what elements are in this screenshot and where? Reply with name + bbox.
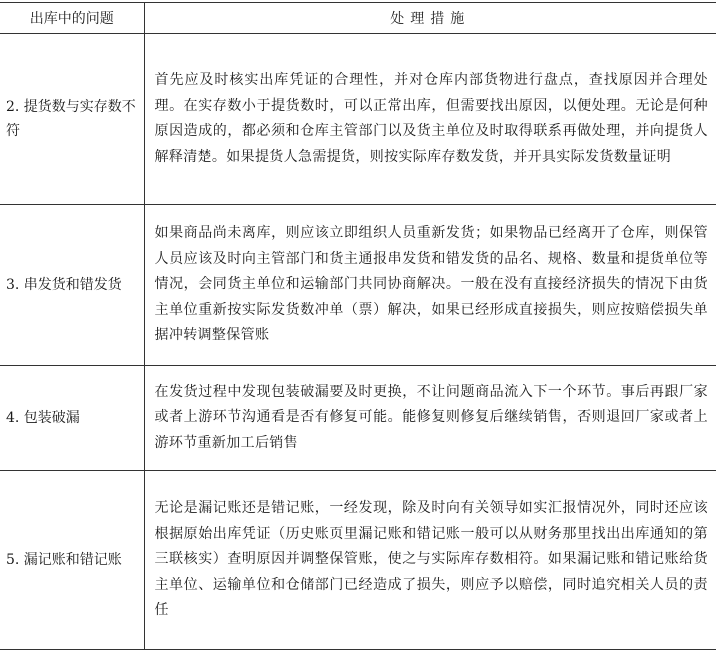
table-row: [0, 34, 716, 205]
header-issue: 出库中的问题: [0, 3, 144, 34]
row-issue: 4. 包装破漏: [0, 366, 144, 471]
row-issue: 5. 漏记账和错记账: [0, 471, 144, 650]
row-issue: 2. 提货数与实存数不符: [0, 34, 144, 205]
row-measure: 无论是漏记账还是错记账，一经发现，除及时向有关领导如实汇报情况外，同时还应该根据原始出库凭证（历史账页里漏记账和错记账一般可以从财务那里找出出库通知的第三联核实）查明原因并调整保管账，使之与实际库存数相符。如果漏记账和错记账给货主单位、运输单位和仓储部门已经造成了损失，则应予以赔偿，同时追究相关人员的责任: [144, 471, 716, 650]
header-measure: 处理措施: [144, 3, 716, 34]
table-row: [0, 471, 716, 650]
table-row: [0, 366, 716, 471]
row-measure: 如果商品尚未离库，则应该立即组织人员重新发货；如果物品已经离开了仓库，则保管人员应该及时向主管部门和货主通报串发货和错发货的品名、规格、数量和提货单位等情况，会同货主单位和运输部门共同协商解决。一般在没有直接经济损失的情况下由货主单位重新按实际发货数冲单（票）解决，如果已经形成直接损失，则应按赔偿损失单据冲转调整保管账: [144, 205, 716, 366]
outbound-issues-table: [0, 2, 716, 650]
row-issue: 3. 串发货和错发货: [0, 205, 144, 366]
table-row: [0, 205, 716, 366]
table-header-row: [0, 3, 716, 34]
row-measure: 在发货过程中发现包装破漏要及时更换，不让问题商品流入下一个环节。事后再跟厂家或者上游环节沟通看是否有修复可能。能修复则修复后继续销售，否则退回厂家或者上游环节重新加工后销售: [144, 366, 716, 471]
row-measure: 首先应及时核实出库凭证的合理性，并对仓库内部货物进行盘点，查找原因并合理处理。在实存数小于提货数时，可以正常出库，但需要找出原因，以便处理。无论是何种原因造成的，都必须和仓库主管部门以及货主单位及时取得联系再做处理，并向提货人解释清楚。如果提货人急需提货，则按实际库存数发货，并开具实际发货数量证明: [144, 34, 716, 205]
